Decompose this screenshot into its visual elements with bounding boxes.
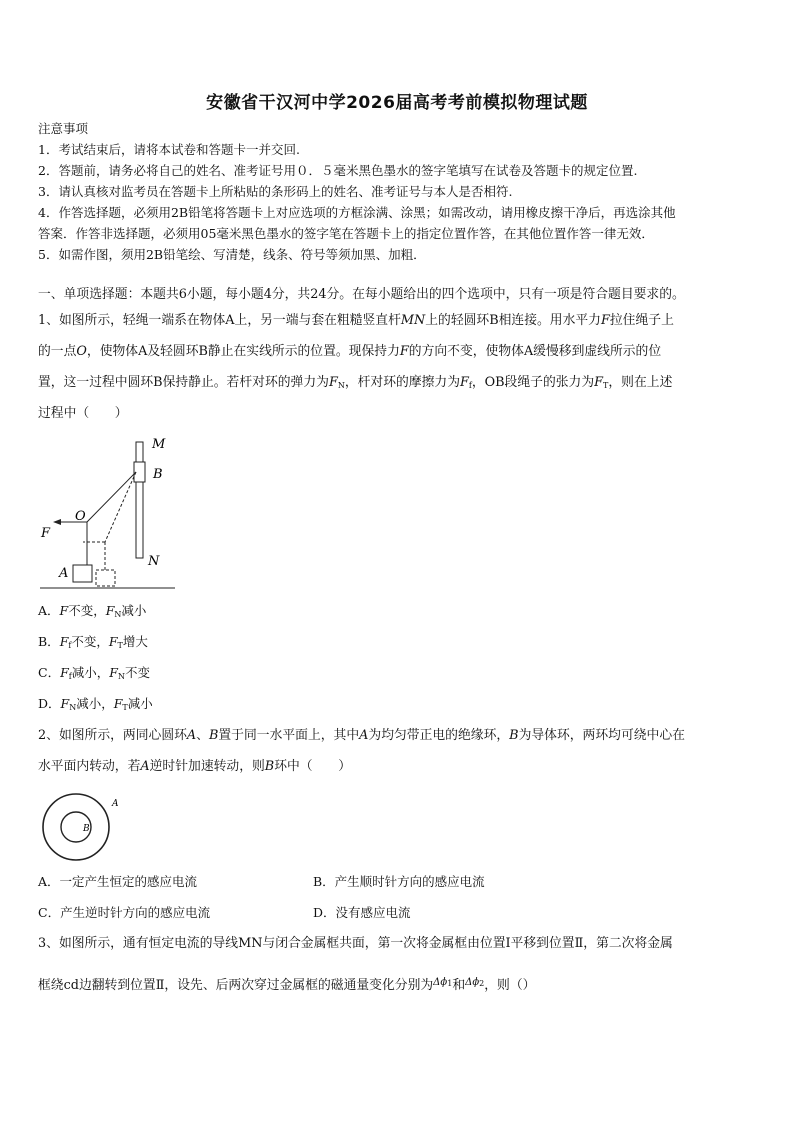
block-a-dashed [96, 570, 115, 586]
q2-option-d: D．没有感应电流 [313, 905, 411, 920]
label-f: F [41, 526, 51, 541]
q1-line-1: 1、如图所示，轻绳一端系在物体A上，另一端与套在粗糙竖直杆MN上的轻圆环B相连接。用水平力F拉住绳子上 [38, 313, 674, 328]
q2-option-c: C．产生逆时针方向的感应电流 [38, 905, 211, 920]
q3-line-1: 3、如图所示，通有恒定电流的导线MN与闭合金属框共面，第一次将金属框由位置Ⅰ平移到位置Ⅱ，第二次将金属 [38, 936, 673, 951]
q1-line-2: 的一点O，使物体A及轻圆环B静止在实线所示的位置。现保持力F的方向不变，使物体A缓慢移到虚线所示的位 [38, 344, 662, 359]
notice-item: 2．答题前，请务必将自己的姓名、准考证号用０．５毫米黑色墨水的签字笔填写在试卷及答题卡的规定位置. [38, 163, 638, 178]
label-b: B [153, 467, 163, 482]
q2-option-b: B．产生顺时针方向的感应电流 [313, 874, 485, 889]
q1-line-3: 置，这一过程中圆环B保持静止。若杆对环的弹力为$F_N$，杆对环的摩擦力为$F_f$，OB段绳子的张力为$F_T$，则在上述 [38, 375, 673, 390]
q3-line-2: 框绕cd边翻转到位置Ⅱ，设先、后两次穿过金属框的磁通量变化分别为$^{\Delta\phi}_1$和$^{\Delta\phi}_2$，则（） [38, 977, 536, 993]
label-o: O [75, 509, 86, 524]
label-a: A [59, 566, 69, 581]
notice-item: 答案．作答非选择题，必须用05毫米黑色墨水的签字笔在答题卡上的指定位置作答，在其他位置作答一律无效． [38, 226, 654, 241]
section-heading: 一、单项选择题：本题共6小题，每小题4分，共24分。在每小题给出的四个选项中，只有一项是符合题目要求的。 [38, 287, 685, 302]
page-title: 安徽省干汉河中学2026届高考考前模拟物理试题 [206, 93, 588, 113]
q2-line-2: 水平面内转动，若A逆时针加速转动，则B环中（ ） [38, 759, 351, 774]
notice-item: 4．作答选择题，必须用2B铅笔将答题卡上对应选项的方框涂满、涂黑；如需改动，请用橡皮擦干净后，再选涂其他 [38, 205, 676, 220]
rod-mn [136, 442, 143, 558]
q1-figure [35, 430, 180, 595]
label-n: N [148, 554, 160, 569]
q1-option-a: A．F不变，$F_N$减小 [38, 603, 147, 619]
q1-option-c: C．$F_f$减小，$F_N$不变 [38, 665, 150, 681]
rope-ob [87, 472, 136, 522]
q2-figure [36, 790, 126, 862]
notice-item: 3．请认真核对监考员在答题卡上所粘贴的条形码上的姓名、准考证号与本人是否相符. [38, 184, 513, 199]
ring-a [43, 794, 109, 860]
q2-line-1: 2、如图所示，两同心圆环A、B置于同一水平面上，其中A为均匀带正电的绝缘环，B为导体环，两环均可绕中心在 [38, 728, 685, 743]
label-m: M [152, 437, 166, 452]
q1-option-d: D．$F_N$减小，$F_T$减小 [38, 696, 153, 712]
notice-heading: 注意事项 [38, 121, 89, 136]
notice-item: 1．考试结束后，请将本试卷和答题卡一并交回. [38, 142, 300, 157]
q2-option-a: A．一定产生恒定的感应电流 [38, 874, 198, 889]
label-ring-a: A [112, 799, 119, 809]
q1-option-b: B．$F_f$不变，$F_T$增大 [38, 634, 148, 650]
q1-line-4: 过程中（ ） [38, 406, 128, 421]
block-a [73, 565, 92, 582]
notice-item: 5．如需作图，须用2B铅笔绘、写清楚，线条、符号等须加黑、加粗． [38, 247, 426, 262]
force-arrowhead [53, 519, 61, 525]
dashed-rope-ob [105, 472, 136, 542]
label-ring-b: B [83, 824, 90, 834]
